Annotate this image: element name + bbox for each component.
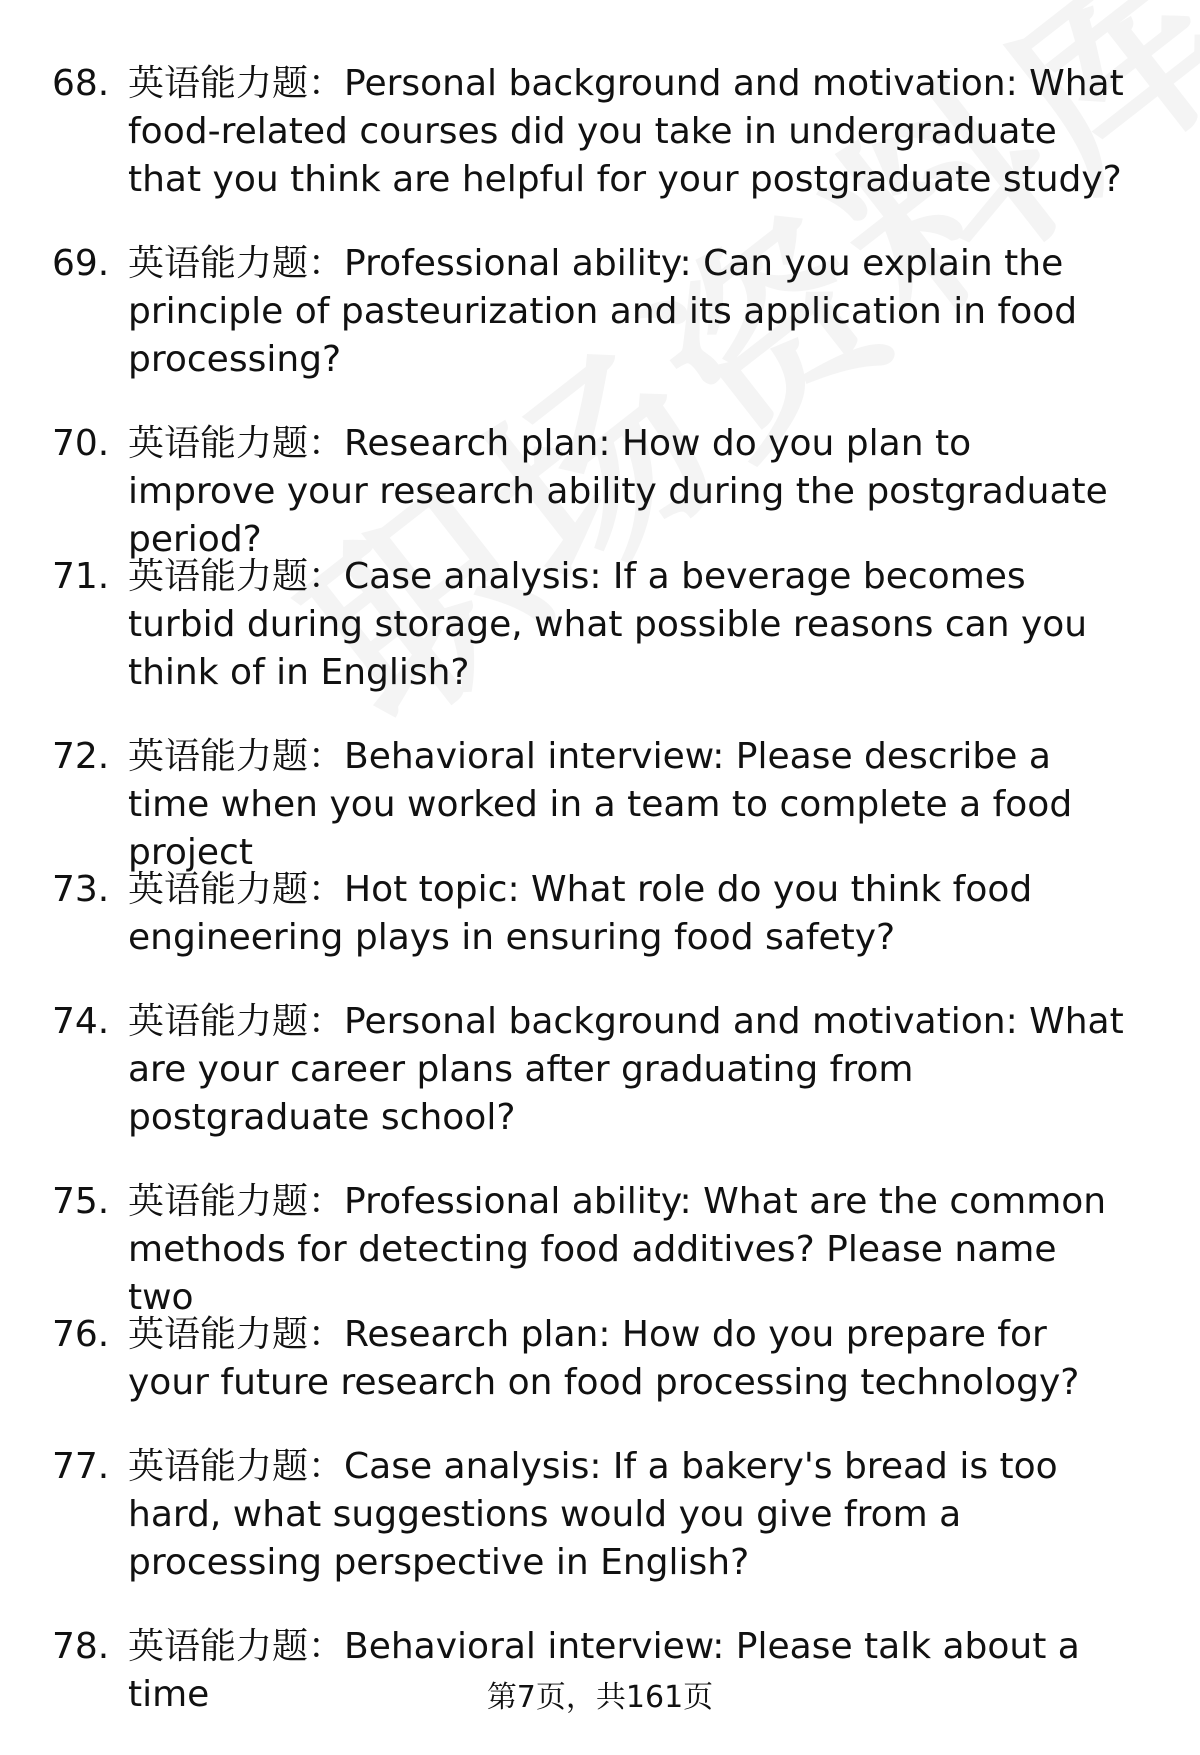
question-number: 70. <box>52 423 110 464</box>
question-text: Case analysis: If a beverage becomes turbid during storage, what possible reasons can you think of in English? <box>128 556 1088 693</box>
question-text: Professional ability: Can you explain the principle of pasteurization and its application in food processing? <box>128 243 1078 380</box>
question-number: 68. <box>52 63 110 104</box>
question-number: 76. <box>52 1314 110 1355</box>
question-text: Professional ability: What are the common methods for detecting food additives? Please name two <box>128 1181 1107 1318</box>
question-tag: 英语能力题： <box>128 1181 345 1222</box>
question-text: Research plan: How do you plan to improve your research ability during the postgraduate period? <box>128 423 1108 560</box>
question-number: 72. <box>52 736 110 777</box>
question-text: Behavioral interview: Please talk about a time <box>128 1626 1080 1715</box>
question-number: 71. <box>52 556 110 597</box>
question-body <box>128 733 1128 877</box>
question-body <box>128 998 1128 1142</box>
question-tag: 英语能力题： <box>128 1446 345 1487</box>
question-tag: 英语能力题： <box>128 243 345 284</box>
question-tag: 英语能力题： <box>128 736 345 777</box>
question-body <box>128 240 1128 384</box>
question-text: Case analysis: If a bakery's bread is too hard, what suggestions would you give from a processing perspective in English? <box>128 1446 1058 1583</box>
question-text: Personal background and motivation: What food-related courses did you take in undergraduate that you think are helpful for your postgraduate study? <box>128 63 1124 200</box>
question-text: Personal background and motivation: What are your career plans after graduating from postgraduate school? <box>128 1001 1124 1138</box>
question-tag: 英语能力题： <box>128 63 345 104</box>
question-tag: 英语能力题： <box>128 423 345 464</box>
question-number: 75. <box>52 1181 110 1222</box>
question-body <box>128 1443 1128 1587</box>
question-tag: 英语能力题： <box>128 869 345 910</box>
question-text: Hot topic: What role do you think food engineering plays in ensuring food safety? <box>128 869 1033 958</box>
question-body <box>128 1178 1128 1322</box>
question-text: Behavioral interview: Please describe a time when you worked in a team to complete a food project <box>128 736 1073 873</box>
question-tag: 英语能力题： <box>128 1626 345 1667</box>
question-body <box>128 553 1128 697</box>
question-number: 74. <box>52 1001 110 1042</box>
question-body <box>128 420 1128 564</box>
question-tag: 英语能力题： <box>128 1314 345 1355</box>
question-number: 78. <box>52 1626 110 1667</box>
question-body <box>128 60 1128 204</box>
question-body <box>128 1311 1128 1407</box>
question-body <box>128 866 1128 962</box>
question-tag: 英语能力题： <box>128 1001 345 1042</box>
question-tag: 英语能力题： <box>128 556 345 597</box>
question-number: 69. <box>52 243 110 284</box>
page-footer: 第7页，共161页 <box>486 1680 714 1715</box>
question-text: Research plan: How do you prepare for your future research on food processing technology? <box>128 1314 1080 1403</box>
question-number: 77. <box>52 1446 110 1487</box>
question-number: 73. <box>52 869 110 910</box>
